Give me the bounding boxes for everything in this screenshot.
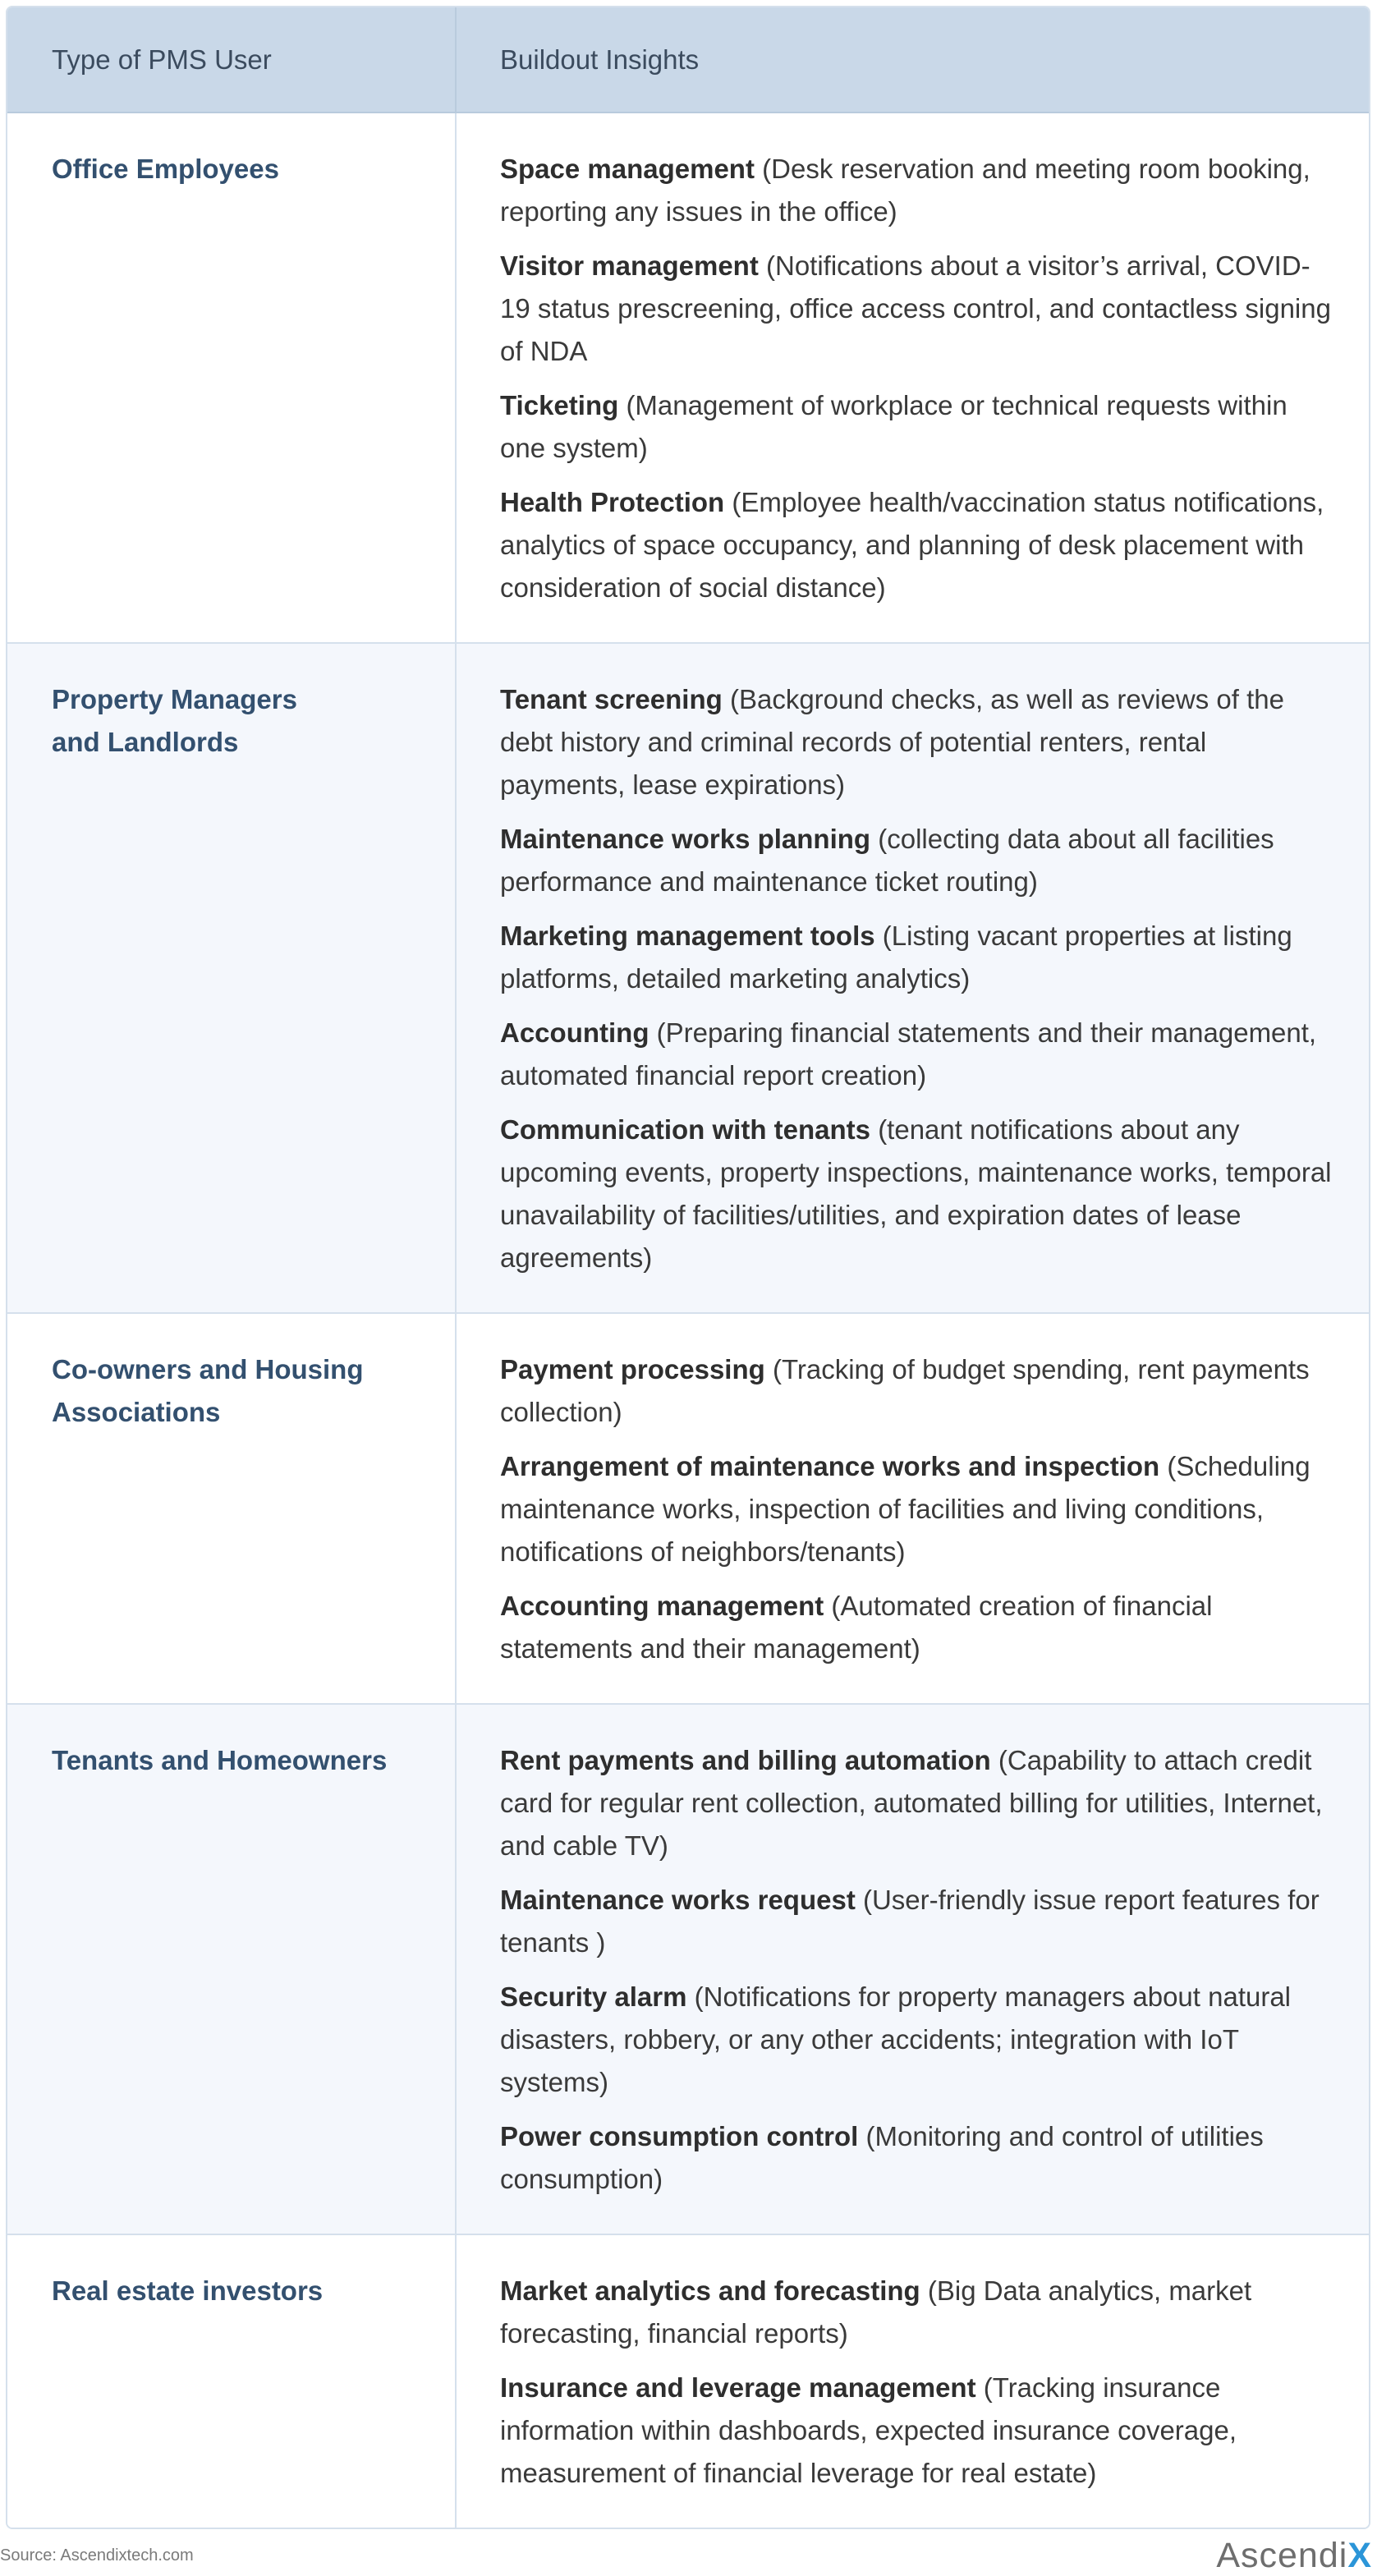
insight-title: Market analytics and forecasting bbox=[500, 2275, 920, 2306]
insight-description: (Automated creation of financial statements and their management) bbox=[500, 1591, 1213, 1664]
user-type-cell bbox=[7, 2235, 457, 2528]
insight-item bbox=[500, 481, 1336, 609]
user-type-cell bbox=[7, 1705, 457, 2234]
insight-title: Payment processing bbox=[500, 1354, 765, 1384]
insight-title: Visitor management bbox=[500, 250, 759, 281]
insight-item bbox=[500, 678, 1336, 806]
insight-title: Arrangement of maintenance works and inspection bbox=[500, 1451, 1160, 1481]
insight-description: (Notifications about a visitor’s arrival, COVID-19 status prescreening, office access control, and contactless signing of NDA bbox=[500, 250, 1331, 366]
insight-title: Space management bbox=[500, 154, 755, 184]
table-row bbox=[7, 644, 1369, 1314]
insight-description: (Background checks, as well as reviews of the debt history and criminal records of potential renters, rental payments, lease expirations) bbox=[500, 684, 1284, 800]
insight-description: (Big Data analytics, market forecasting, financial reports) bbox=[500, 2275, 1252, 2349]
insight-item bbox=[500, 2367, 1336, 2495]
insight-description: (User-friendly issue report features for tenants ) bbox=[500, 1885, 1320, 1958]
ascendix-logo bbox=[1216, 2536, 1372, 2576]
insight-description: (tenant notifications about any upcoming events, property inspections, maintenance works, temporal unavailability of facilities/utilities, and expiration dates of lease agreements) bbox=[500, 1114, 1332, 1273]
insight-item bbox=[500, 148, 1336, 233]
insight-title: Communication with tenants bbox=[500, 1114, 871, 1145]
insight-item bbox=[500, 1348, 1336, 1434]
insight-item bbox=[500, 1976, 1336, 2104]
insight-item bbox=[500, 1012, 1336, 1097]
insight-description: (Employee health/vaccination status notifications, analytics of space occupancy, and planning of desk placement with consideration of social distance) bbox=[500, 487, 1324, 603]
insight-description: (Management of workplace or technical requests within one system) bbox=[500, 390, 1287, 463]
insight-description: (Listing vacant properties at listing platforms, detailed marketing analytics) bbox=[500, 921, 1292, 994]
insight-item bbox=[500, 1445, 1336, 1573]
insights-cell bbox=[457, 1314, 1369, 1703]
user-type-label: Associations bbox=[52, 1397, 221, 1427]
insight-item bbox=[500, 818, 1336, 903]
insights-cell bbox=[457, 1705, 1369, 2234]
source-note: Source: Ascendixtech.com bbox=[0, 2546, 194, 2565]
insight-title: Accounting bbox=[500, 1017, 649, 1048]
table-row bbox=[7, 1705, 1369, 2235]
user-type-label: Tenants and Homeowners bbox=[52, 1745, 388, 1775]
insight-description: (collecting data about all facilities performance and maintenance ticket routing) bbox=[500, 824, 1274, 897]
insight-title: Insurance and leverage management bbox=[500, 2372, 976, 2403]
insight-description: (Notifications for property managers about natural disasters, robbery, or any other accidents; integration with IoT systems) bbox=[500, 1981, 1292, 2097]
insight-description: (Tracking insurance information within dashboards, expected insurance coverage, measurement of financial leverage for real estate) bbox=[500, 2372, 1237, 2488]
insight-description: (Preparing financial statements and their management, automated financial report creation) bbox=[500, 1017, 1317, 1091]
insights-cell bbox=[457, 644, 1369, 1312]
insight-description: (Desk reservation and meeting room booking, reporting any issues in the office) bbox=[500, 154, 1310, 227]
insight-item bbox=[500, 245, 1336, 373]
table-header bbox=[7, 7, 1369, 113]
insight-item bbox=[500, 384, 1336, 470]
insight-item bbox=[500, 2115, 1336, 2201]
insight-title: Rent payments and billing automation bbox=[500, 1745, 991, 1775]
header-user-type: Type of PMS User bbox=[7, 7, 457, 112]
table-body bbox=[7, 113, 1369, 2528]
insight-item bbox=[500, 1739, 1336, 1867]
user-type-label: Real estate investors bbox=[52, 2275, 324, 2306]
user-type-label: Property Managers bbox=[52, 684, 297, 714]
insights-cell bbox=[457, 2235, 1369, 2528]
insight-description: (Scheduling maintenance works, inspection of facilities and living conditions, notifications of neighbors/tenants) bbox=[500, 1451, 1310, 1567]
user-type-cell bbox=[7, 644, 457, 1312]
table-row bbox=[7, 1314, 1369, 1705]
insight-title: Accounting management bbox=[500, 1591, 824, 1621]
user-type-label: Co-owners and Housing bbox=[52, 1354, 364, 1384]
insight-title: Ticketing bbox=[500, 390, 619, 420]
insight-title: Tenant screening bbox=[500, 684, 723, 714]
insight-title: Maintenance works planning bbox=[500, 824, 871, 854]
insight-item bbox=[500, 1879, 1336, 1964]
user-type-cell bbox=[7, 113, 457, 642]
insight-description: (Capability to attach credit card for regular rent collection, automated billing for utilities, Internet, and cable TV) bbox=[500, 1745, 1323, 1861]
insight-description: (Monitoring and control of utilities consumption) bbox=[500, 2121, 1264, 2194]
table-row bbox=[7, 113, 1369, 644]
insight-title: Marketing management tools bbox=[500, 921, 875, 951]
logo-x: X bbox=[1347, 2536, 1372, 2575]
insight-title: Power consumption control bbox=[500, 2121, 859, 2151]
pms-user-table bbox=[6, 6, 1370, 2529]
insight-title: Security alarm bbox=[500, 1981, 687, 2012]
insight-item bbox=[500, 1585, 1336, 1670]
user-type-label: and Landlords bbox=[52, 727, 239, 757]
insight-title: Maintenance works request bbox=[500, 1885, 856, 1915]
header-buildout-insights: Buildout Insights bbox=[500, 44, 700, 75]
logo-text: Ascendi bbox=[1216, 2536, 1348, 2575]
insights-cell bbox=[457, 113, 1369, 642]
user-type-cell bbox=[7, 1314, 457, 1703]
insight-item bbox=[500, 1109, 1336, 1279]
insight-description: (Tracking of budget spending, rent payments collection) bbox=[500, 1354, 1310, 1427]
table-row bbox=[7, 2235, 1369, 2528]
insight-item bbox=[500, 2270, 1336, 2355]
insight-item bbox=[500, 915, 1336, 1000]
user-type-label: Office Employees bbox=[52, 154, 279, 184]
insight-title: Health Protection bbox=[500, 487, 725, 517]
